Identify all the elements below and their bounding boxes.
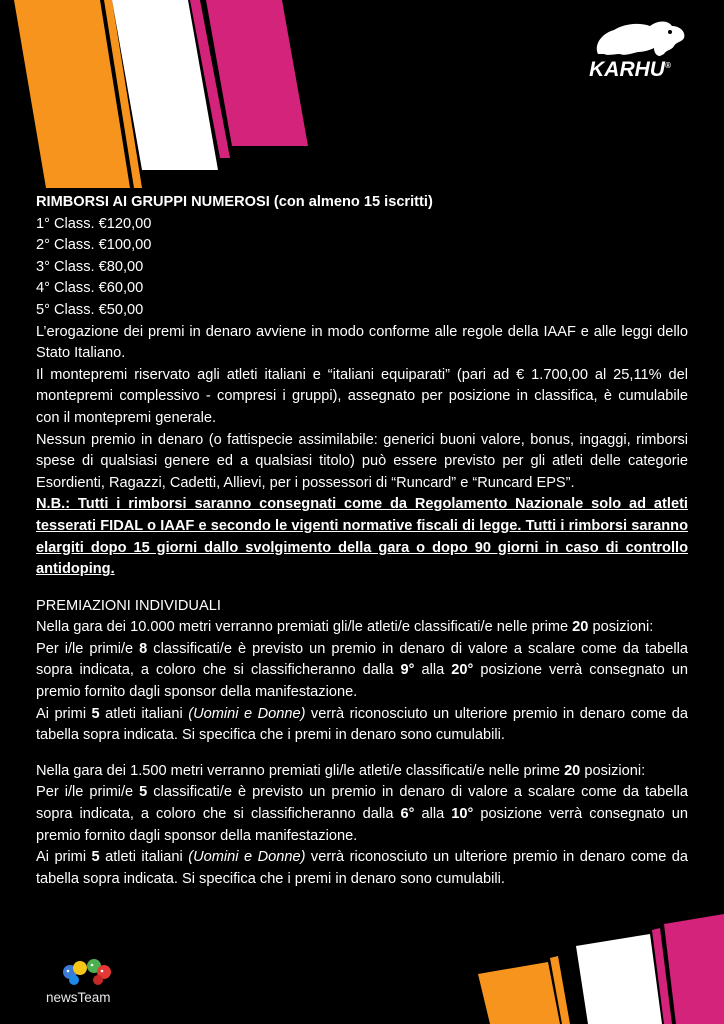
stripe-orange-thin: [104, 0, 142, 188]
document-body: [36, 192, 688, 890]
stripe-orange-b-thin: [550, 956, 570, 1024]
race1500-prizes: Per i/le primi/e 5 classificati/e è previsto un premio in denaro di valore a scalare come da tabella sopra indicata, a coloro che si classificheranno dalla 6° alla 10° posizione verrà consegnato un premio fornito dagli sponsor della manifestazione.: [36, 784, 689, 844]
refunds-title-rest: (con almeno 15 iscritti): [269, 194, 433, 210]
spacer: [36, 747, 688, 761]
stripe-white: [112, 0, 218, 170]
brand-wordmark: [580, 58, 680, 82]
race10k-italians: Ai primi 5 atleti italiani (Uomini e Donne) verrà riconosciuto un ulteriore premio in denaro come da tabella sopra indicata. Si specifica che i premi in denaro sono cumulabili.: [36, 705, 688, 744]
class-line-1: 1° Class. €120,00: [36, 215, 152, 232]
stripe-magenta-b-thin: [652, 928, 672, 1024]
brand-name: KARHU: [589, 58, 665, 81]
race10k-intro: Nella gara dei 10.000 metri verranno premiati gli/le atleti/e classificati/e nelle prime 20 posizioni:: [36, 619, 654, 636]
stripe-orange: [14, 0, 130, 188]
newsteam-label: newsTeam: [46, 990, 111, 1005]
class-line-2: 2° Class. €100,00: [36, 237, 152, 254]
newsteam-logo-icon: [48, 956, 134, 1018]
paragraph-no-prize: Nessun premio in denaro (o fattispecie assimilabile: generici buoni valore, bonus, ingaggi, rimborsi spese di qualsiasi genere ed a qualsiasi titolo) può essere previsto per gli atleti delle categorie Esordienti, Ragazzi, Cadetti, Allievi, per i possessori di “Runcard” e “Runcard EPS”.: [36, 431, 688, 491]
brand-mark: ®: [664, 61, 671, 70]
nb-notice: N.B.: Tutti i rimborsi saranno consegnati come da Regolamento Nazionale solo ad atleti tesserati FIDAL o IAAF e secondo le vigenti normative fiscali di legge. Tutti i rimborsi saranno elargiti dopo 15 giorni dallo svolgimento della gara o dopo 90 giorni in caso di controllo antidoping.: [36, 496, 688, 578]
race1500-italians: Ai primi 5 atleti italiani (Uomini e Donne) verrà riconosciuto un ulteriore premio in denaro come da tabella sopra indicata. Si specifica che i premi in denaro sono cumulabili.: [36, 849, 688, 887]
stripe-magenta-thin: [190, 0, 230, 158]
stripe-magenta: [206, 0, 308, 146]
race10k-prizes: Per i/le primi/e 8 classificati/e è previsto un premio in denaro di valore a scalare come da tabella sopra indicata, a coloro che si classificheranno dalla 9° alla 20° posizione verrà consegnato un premio fornito dagli sponsor della manifestazione.: [36, 640, 689, 701]
section-individual-title: PREMIAZIONI INDIVIDUALI: [36, 597, 221, 614]
top-left-stripes: [14, 0, 308, 188]
class-line-4: 4° Class. €60,00: [36, 280, 144, 297]
race1500-intro: Nella gara dei 1.500 metri verranno premiati gli/le atleti/e classificati/e nelle prime 20 posizioni:: [36, 762, 646, 779]
paragraph-iaaf: L’erogazione dei premi in denaro avviene in modo conforme alle regole della IAAF e alle leggi dello Stato Italiano.: [36, 323, 688, 362]
section-refunds-title: [36, 192, 688, 214]
bottom-right-stripes: [478, 914, 724, 1024]
refunds-title-bold: RIMBORSI AI GRUPPI NUMEROSI: [36, 194, 270, 210]
stripe-white-b: [576, 934, 662, 1024]
class-line-3: 3° Class. €80,00: [36, 258, 144, 275]
stripe-magenta-b: [664, 914, 724, 1024]
spacer: [36, 581, 688, 596]
paragraph-montepremi: Il montepremi riservato agli atleti italiani e “italiani equiparati” (pari ad € 1.700,00 al 25,11% del montepremi complessivo - compresi i gruppi), assegnato per posizione in classifica, è cumulabile con il montepremi generale.: [36, 366, 688, 426]
class-line-5: 5° Class. €50,00: [36, 301, 144, 318]
stripe-orange-b: [478, 962, 560, 1024]
